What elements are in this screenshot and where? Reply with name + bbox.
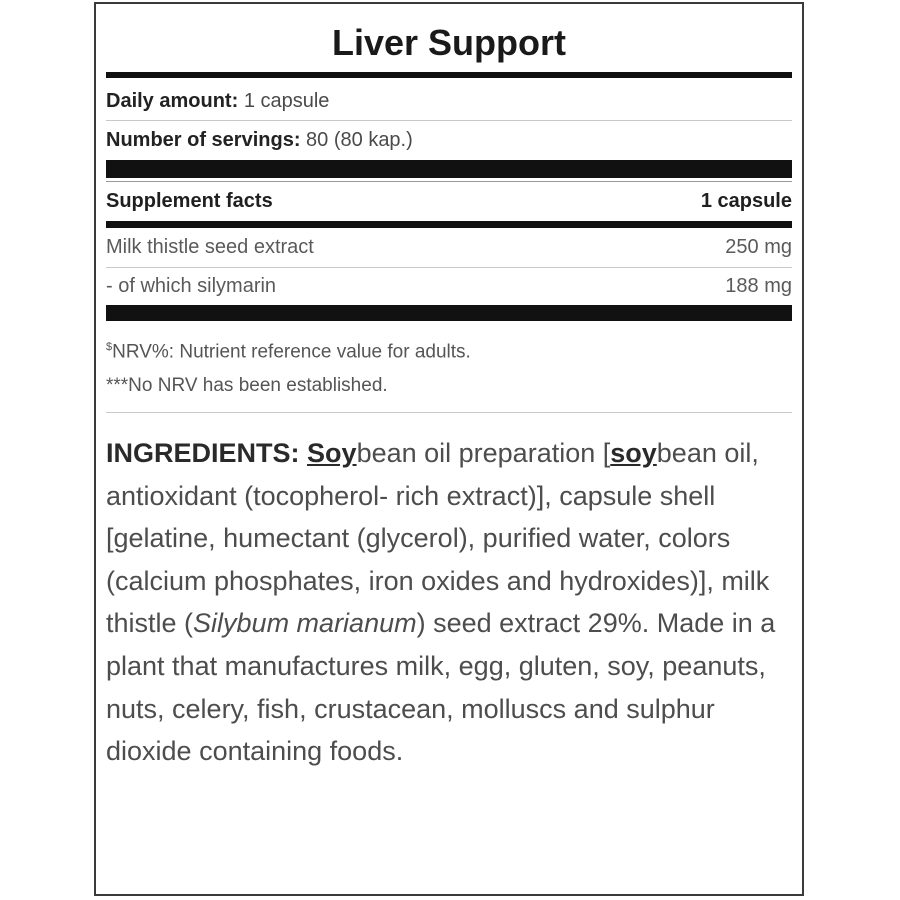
daily-amount-label: Daily amount: (106, 90, 239, 112)
divider-thin (106, 267, 792, 268)
servings-row (106, 129, 792, 152)
facts-row (106, 275, 792, 298)
divider-thin (106, 181, 792, 182)
ingredients-heading: INGREDIENTS: (106, 438, 300, 468)
divider-thin (106, 412, 792, 413)
footnotes (106, 330, 792, 403)
ingredients-part: bean oil preparation [ (356, 438, 611, 468)
daily-amount-row (106, 90, 792, 113)
facts-row (106, 236, 792, 259)
no-nrv-note: ***No NRV has been established. (106, 375, 388, 397)
nrv-mark: $ (106, 341, 113, 353)
ingredients-part: bean oil, antioxidant (tocopherol- rich extract)], capsule shell [gelatine, humectant (glycerol), purified water, colors (calcium phosphates, iron oxides and hydroxides)], milk thistle ( (106, 438, 770, 639)
daily-amount-value: 1 capsule (243, 90, 330, 112)
facts-header (106, 190, 792, 213)
divider-heavy (106, 305, 792, 321)
allergen-soy: soy (610, 438, 657, 468)
divider-heavy (106, 160, 792, 178)
facts-header-label: Supplement facts (106, 190, 273, 212)
nrv-note-text: NRV%: Nutrient reference value for adults. (112, 341, 471, 363)
facts-row-name: Milk thistle seed extract (106, 236, 314, 258)
facts-row-name: - of which silymarin (106, 275, 277, 297)
supplement-label (94, 2, 804, 896)
latin-name: Silybum marianum (193, 608, 417, 639)
ingredients-part: ) seed extract 29%. Made in a plant that manufactures milk, egg, gluten, soy, peanuts, nuts, celery, fish, crustacean, molluscs and sulphur dioxide containing foods. (106, 608, 776, 767)
facts-header-serving: 1 capsule (700, 190, 792, 212)
facts-row-amount: 250 mg (725, 236, 792, 258)
divider-thick (106, 221, 792, 228)
product-title: Liver Support (331, 22, 567, 63)
nrv-note (106, 330, 792, 369)
facts-row-amount: 188 mg (725, 275, 792, 297)
ingredients-text (106, 432, 786, 773)
divider-thin (106, 120, 792, 121)
allergen-soy: Soy (307, 438, 357, 468)
servings-label: Number of servings: (106, 129, 301, 151)
servings-value: 80 (80 kap.) (306, 129, 413, 151)
divider-thick (106, 72, 792, 78)
